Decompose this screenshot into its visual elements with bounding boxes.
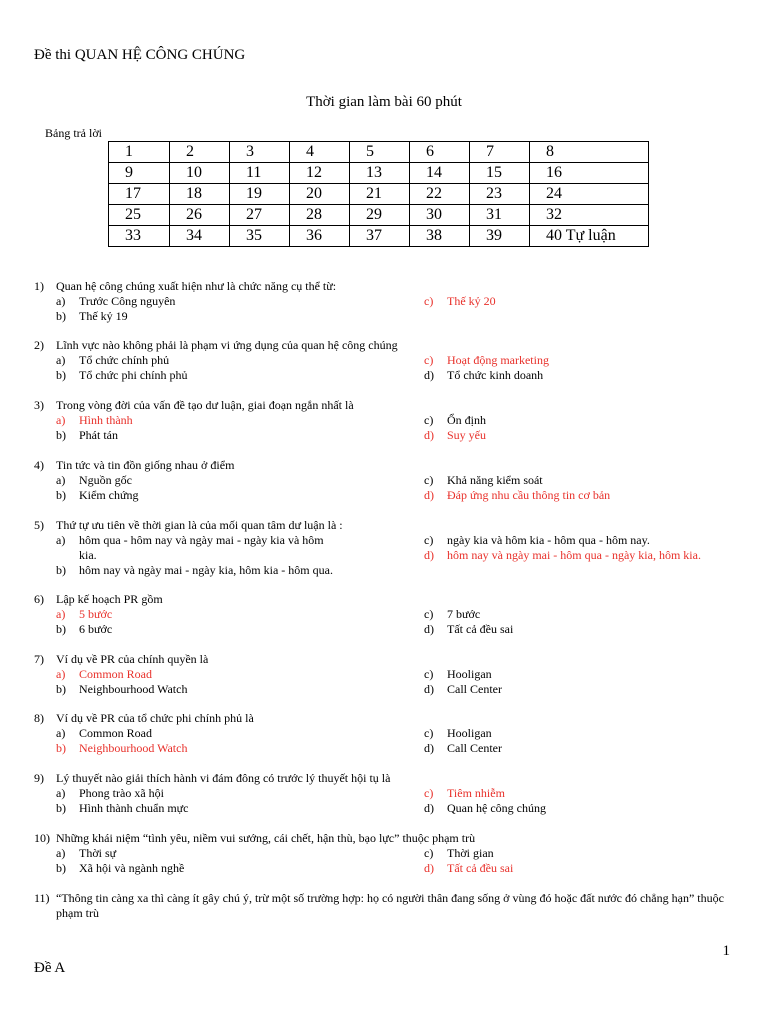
question-6: 6) Lập kế hoạch PR gồm a) 5 bước c) 7 bước b) 6 bước d) Tất cả đều sai xyxy=(34,592,514,636)
answer-cell: 27 xyxy=(230,205,290,226)
answer-cell: 3 xyxy=(230,142,290,163)
answer-cell: 13 xyxy=(350,163,410,184)
answer-cell: 6 xyxy=(410,142,470,163)
question-9: 9) Lý thuyết nào giải thích hành vi đám đông có trước lý thuyết hội tụ là a) Phong trào xã hội c) Tiêm nhiễm b) Hình thành chuẩn mực d) Quan hệ công chúng xyxy=(34,771,546,815)
answer-cell: 2 xyxy=(170,142,230,163)
answer-cell: 9 xyxy=(109,163,170,184)
answer-cell: 30 xyxy=(410,205,470,226)
answer-cell: 16 xyxy=(530,163,649,184)
time-limit: Thời gian làm bài 60 phút xyxy=(306,94,462,110)
answer-cell: 25 xyxy=(109,205,170,226)
exam-title: Đề thi QUAN HỆ CÔNG CHÚNG xyxy=(34,47,246,63)
question-1: 1) Quan hệ công chúng xuất hiện như là chức năng cụ thể từ: a) Trước Công nguyên c) Thế kỷ 20 b) Thế kỷ 19 xyxy=(34,279,496,323)
question-number: 10) xyxy=(34,831,50,845)
question-text: Ví dụ về PR của tổ chức phi chính phủ là xyxy=(56,711,254,725)
question-10: 10) Những khái niệm “tình yêu, niềm vui sướng, cái chết, hận thù, bạo lực” thuộc phạm trù a) Thời sự c) Thời gian b) Xã hội và ngành nghề d) Tất cả đều sai xyxy=(34,831,514,875)
answer-grid-row xyxy=(109,142,649,163)
question-number: 5) xyxy=(34,518,44,532)
question-text: Trong vòng đời của vấn đề tạo dư luận, giai đoạn ngắn nhất là xyxy=(56,398,354,412)
question-3: 3) Trong vòng đời của vấn đề tạo dư luận, giai đoạn ngắn nhất là a) Hình thành c) Ổn định b) Phát tán d) Suy yếu xyxy=(34,398,486,442)
answer-grid-row xyxy=(109,226,649,247)
question-2: 2) Lĩnh vực nào không phải là phạm vi ứng dụng của quan hệ công chúng a) Tổ chức chính phủ c) Hoạt động marketing b) Tổ chức phi chính phủ d) Tổ chức kinh doanh xyxy=(34,338,549,382)
question-number: 8) xyxy=(34,711,44,725)
question-number: 9) xyxy=(34,771,44,785)
question-5: 5) Thứ tự ưu tiên về thời gian là của mối quan tâm dư luận là : a) hôm qua - hôm nay và ngày mai - ngày kia và hôm c) ngày kia và hôm kia - hôm qua - hôm nay. kia. d) hôm nay và ngày mai - hôm qua - ngày kia, hôm kia. b) hôm nay và ngày mai - ngày kia, hôm kia - hôm qua. xyxy=(34,518,701,577)
exam-code: Đề A xyxy=(34,960,66,976)
answer-cell: 33 xyxy=(109,226,170,247)
question-number: 3) xyxy=(34,398,44,412)
question-number: 1) xyxy=(34,279,44,293)
question-text: Thứ tự ưu tiên về thời gian là của mối quan tâm dư luận là : xyxy=(56,518,343,532)
answer-cell: 31 xyxy=(470,205,530,226)
question-text: Lập kế hoạch PR gồm xyxy=(56,592,163,606)
answer-cell: 39 xyxy=(470,226,530,247)
answer-cell: 37 xyxy=(350,226,410,247)
answer-cell: 22 xyxy=(410,184,470,205)
answer-cell: 12 xyxy=(290,163,350,184)
question-number: 7) xyxy=(34,652,44,666)
answer-cell: 35 xyxy=(230,226,290,247)
question-number: 2) xyxy=(34,338,44,352)
question-text: Tin tức và tin đồn giống nhau ở điểm xyxy=(56,458,235,472)
question-11 xyxy=(34,891,734,921)
answer-cell: 5 xyxy=(350,142,410,163)
question-text: Ví dụ về PR của chính quyền là xyxy=(56,652,209,666)
question-text: Lý thuyết nào giải thích hành vi đám đông có trước lý thuyết hội tụ là xyxy=(56,771,391,785)
answer-cell: 26 xyxy=(170,205,230,226)
answer-cell: 36 xyxy=(290,226,350,247)
answer-cell: 34 xyxy=(170,226,230,247)
question-text: Lĩnh vực nào không phải là phạm vi ứng dụng của quan hệ công chúng xyxy=(56,338,398,352)
question-text: Những khái niệm “tình yêu, niềm vui sướng, cái chết, hận thù, bạo lực” thuộc phạm trù xyxy=(56,831,476,845)
answer-cell: 17 xyxy=(109,184,170,205)
answer-cell: 28 xyxy=(290,205,350,226)
answer-cell: 32 xyxy=(530,205,649,226)
question-number: 11) xyxy=(34,891,50,905)
question-4: 4) Tin tức và tin đồn giống nhau ở điểm a) Nguồn gốc c) Khả năng kiểm soát b) Kiểm chứng d) Đáp ứng nhu cầu thông tin cơ bản xyxy=(34,458,611,502)
question-number: 4) xyxy=(34,458,44,472)
answer-cell: 11 xyxy=(230,163,290,184)
answer-grid xyxy=(108,141,649,247)
answer-grid-row xyxy=(109,184,649,205)
answer-sheet-label: Bảng trả lời xyxy=(45,126,102,140)
answer-cell: 38 xyxy=(410,226,470,247)
question-7: 7) Ví dụ về PR của chính quyền là a) Common Road c) Hooligan b) Neighbourhood Watch d) Call Center xyxy=(34,652,502,696)
answer-cell: 15 xyxy=(470,163,530,184)
answer-cell: 8 xyxy=(530,142,649,163)
answer-cell: 7 xyxy=(470,142,530,163)
question-number: 6) xyxy=(34,592,44,606)
answer-cell: 40 Tự luận xyxy=(530,226,649,247)
answer-cell: 29 xyxy=(350,205,410,226)
answer-cell: 21 xyxy=(350,184,410,205)
answer-cell: 14 xyxy=(410,163,470,184)
question-8: 8) Ví dụ về PR của tổ chức phi chính phủ là a) Common Road c) Hooligan b) Neighbourhood Watch d) Call Center xyxy=(34,711,502,755)
answer-cell: 4 xyxy=(290,142,350,163)
answer-cell: 23 xyxy=(470,184,530,205)
question-text: “Thông tin càng xa thì càng ít gây chú ý, trừ một số trường hợp: họ có người thân đang sống ở vùng đó hoặc đất nước đó chẳng hạn” thuộc phạm trù xyxy=(56,891,724,920)
answer-grid-row xyxy=(109,163,649,184)
answer-cell: 18 xyxy=(170,184,230,205)
question-text: Quan hệ công chúng xuất hiện như là chức năng cụ thể từ: xyxy=(56,279,337,293)
answer-cell: 10 xyxy=(170,163,230,184)
answer-cell: 20 xyxy=(290,184,350,205)
answer-cell: 24 xyxy=(530,184,649,205)
answer-grid-row xyxy=(109,205,649,226)
answer-cell: 1 xyxy=(109,142,170,163)
answer-cell: 19 xyxy=(230,184,290,205)
page-number: 1 xyxy=(722,943,730,959)
